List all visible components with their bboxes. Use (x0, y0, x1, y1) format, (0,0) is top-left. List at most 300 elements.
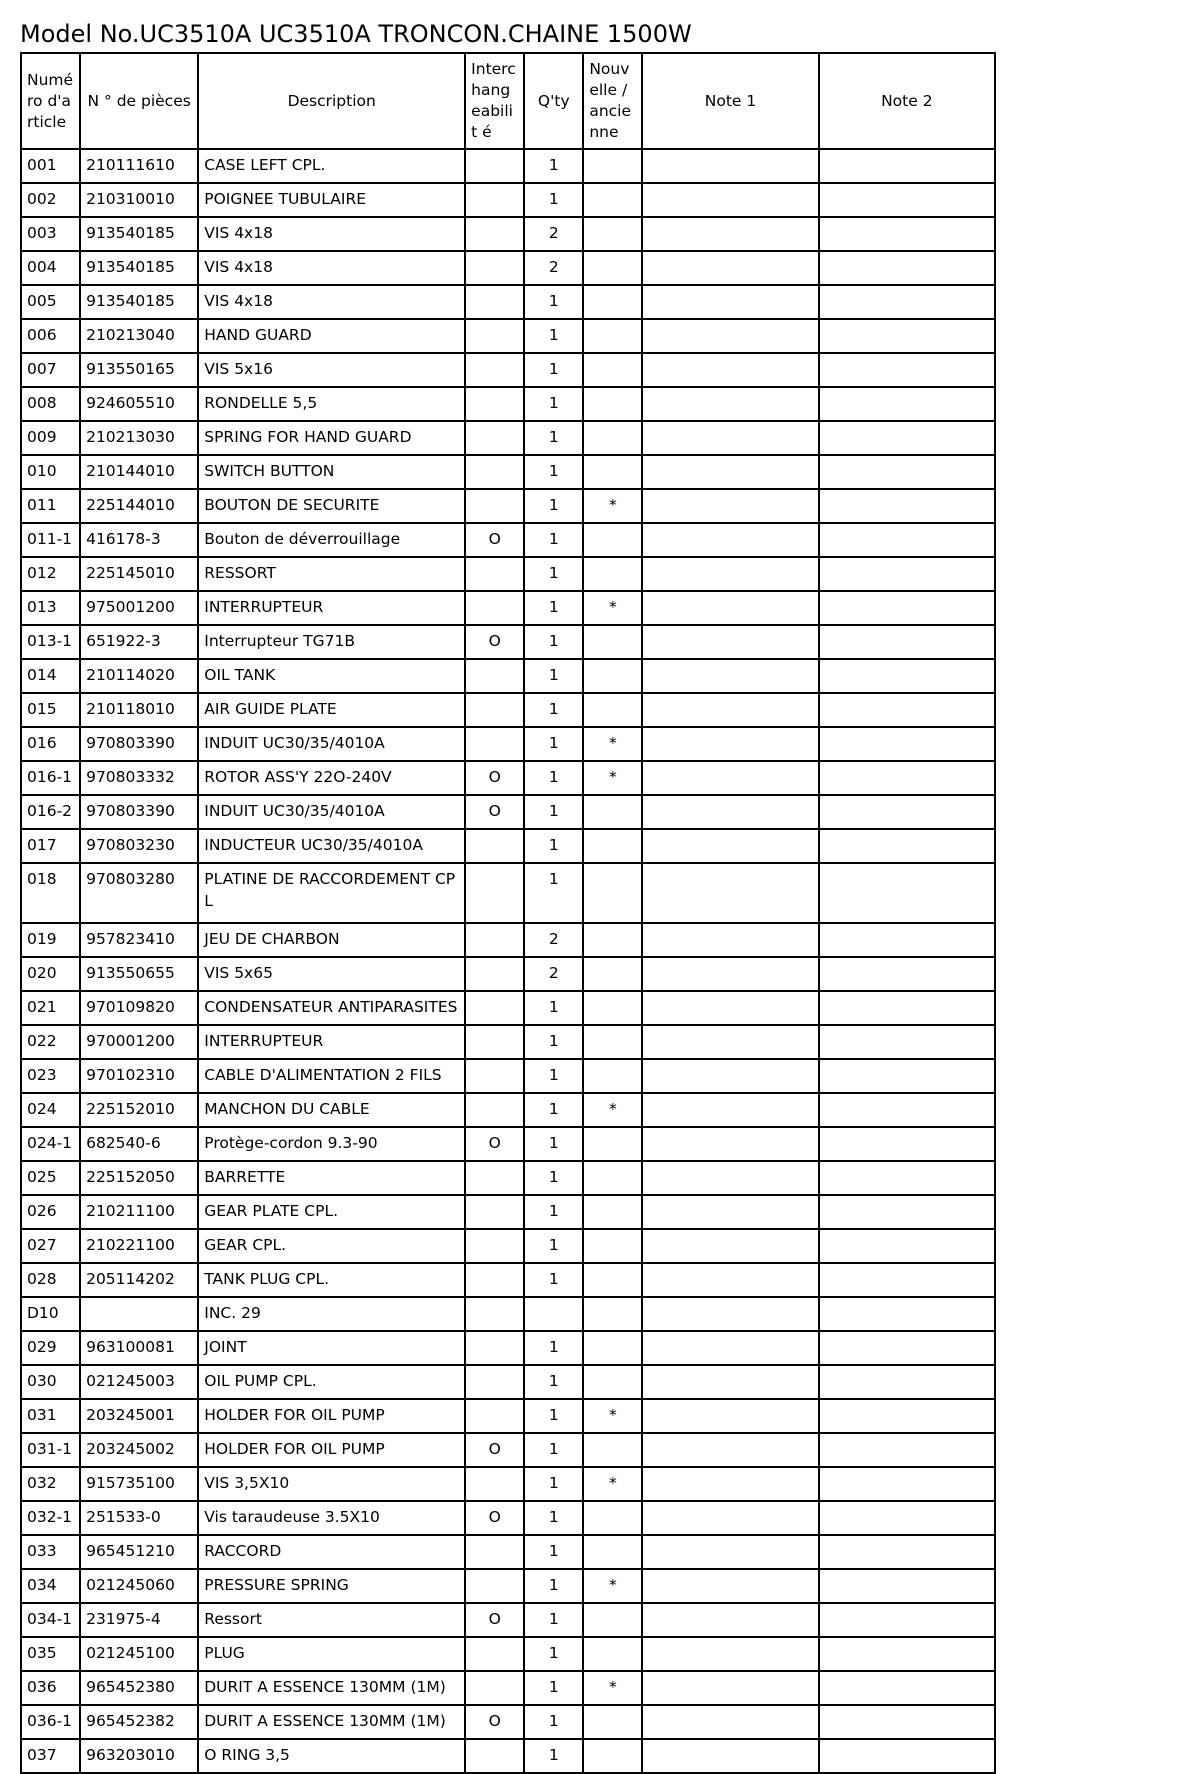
note-2-cell (819, 1569, 995, 1603)
item-number-cell: 004 (21, 251, 80, 285)
new-old-cell (583, 183, 642, 217)
description-cell: HOLDER FOR OIL PUMP (198, 1399, 465, 1433)
new-old-cell (583, 1365, 642, 1399)
description-cell: VIS 5x16 (198, 353, 465, 387)
note-2-cell (819, 1637, 995, 1671)
part-number-cell: 970803280 (80, 863, 198, 923)
item-number-cell: 018 (21, 863, 80, 923)
quantity-cell: 1 (524, 1263, 583, 1297)
table-row (21, 1637, 995, 1671)
quantity-cell: 1 (524, 1603, 583, 1637)
table-row (21, 829, 995, 863)
new-old-cell (583, 1297, 642, 1331)
quantity-cell: 1 (524, 625, 583, 659)
item-number-cell: 011-1 (21, 523, 80, 557)
new-old-cell (583, 1059, 642, 1093)
description-cell: MANCHON DU CABLE (198, 1093, 465, 1127)
table-row (21, 625, 995, 659)
note-1-cell (642, 1535, 818, 1569)
quantity-cell: 1 (524, 387, 583, 421)
part-number-cell: 225152050 (80, 1161, 198, 1195)
note-2-cell (819, 251, 995, 285)
note-2-cell (819, 1059, 995, 1093)
note-2-cell (819, 1433, 995, 1467)
description-cell: GEAR CPL. (198, 1229, 465, 1263)
interchangeability-cell: O (465, 1433, 524, 1467)
interchangeability-cell (465, 319, 524, 353)
interchangeability-cell (465, 1161, 524, 1195)
item-number-cell: 031-1 (21, 1433, 80, 1467)
item-number-cell: 014 (21, 659, 80, 693)
note-1-cell (642, 1331, 818, 1365)
note-2-cell (819, 1297, 995, 1331)
note-1-cell (642, 829, 818, 863)
quantity-cell: 1 (524, 1093, 583, 1127)
interchangeability-cell: O (465, 1127, 524, 1161)
table-row (21, 251, 995, 285)
note-1-cell (642, 1569, 818, 1603)
table-row (21, 1229, 995, 1263)
quantity-cell: 1 (524, 829, 583, 863)
note-1-cell (642, 1467, 818, 1501)
new-old-cell (583, 923, 642, 957)
note-1-cell (642, 1195, 818, 1229)
part-number-cell: 970803390 (80, 795, 198, 829)
table-row (21, 1739, 995, 1773)
description-cell: POIGNEE TUBULAIRE (198, 183, 465, 217)
item-number-cell: 009 (21, 421, 80, 455)
table-row (21, 183, 995, 217)
item-number-cell: 016-1 (21, 761, 80, 795)
note-1-cell (642, 923, 818, 957)
table-row (21, 217, 995, 251)
part-number-cell: 210144010 (80, 455, 198, 489)
description-cell: SWITCH BUTTON (198, 455, 465, 489)
description-cell: DURIT A ESSENCE 130MM (1M) (198, 1671, 465, 1705)
new-old-cell (583, 1739, 642, 1773)
note-2-cell (819, 1705, 995, 1739)
description-cell: RESSORT (198, 557, 465, 591)
new-old-cell (583, 659, 642, 693)
note-1-cell (642, 421, 818, 455)
part-number-cell: 203245001 (80, 1399, 198, 1433)
table-row (21, 421, 995, 455)
new-old-cell: * (583, 1569, 642, 1603)
quantity-cell: 1 (524, 1127, 583, 1161)
new-old-cell (583, 863, 642, 923)
part-number-cell: 416178-3 (80, 523, 198, 557)
part-number-cell: 970001200 (80, 1025, 198, 1059)
description-cell: OIL PUMP CPL. (198, 1365, 465, 1399)
quantity-cell: 1 (524, 1433, 583, 1467)
part-number-cell: 975001200 (80, 591, 198, 625)
new-old-cell: * (583, 1671, 642, 1705)
interchangeability-cell (465, 1195, 524, 1229)
item-number-cell: 028 (21, 1263, 80, 1297)
header-item-number: Numé ro d'a rticle (21, 53, 80, 149)
note-1-cell (642, 1161, 818, 1195)
description-cell: RACCORD (198, 1535, 465, 1569)
new-old-cell: * (583, 489, 642, 523)
quantity-cell: 1 (524, 761, 583, 795)
note-2-cell (819, 795, 995, 829)
note-1-cell (642, 1671, 818, 1705)
note-1-cell (642, 727, 818, 761)
quantity-cell: 1 (524, 1365, 583, 1399)
note-2-cell (819, 183, 995, 217)
item-number-cell: 007 (21, 353, 80, 387)
quantity-cell: 1 (524, 455, 583, 489)
interchangeability-cell (465, 353, 524, 387)
note-2-cell (819, 557, 995, 591)
quantity-cell: 1 (524, 795, 583, 829)
item-number-cell: 017 (21, 829, 80, 863)
interchangeability-cell (465, 557, 524, 591)
quantity-cell: 1 (524, 1501, 583, 1535)
part-number-cell: 957823410 (80, 923, 198, 957)
description-cell: JEU DE CHARBON (198, 923, 465, 957)
note-2-cell (819, 1161, 995, 1195)
note-1-cell (642, 149, 818, 183)
description-cell: INTERRUPTEUR (198, 1025, 465, 1059)
new-old-cell (583, 1331, 642, 1365)
item-number-cell: 010 (21, 455, 80, 489)
part-number-cell: 210310010 (80, 183, 198, 217)
new-old-cell (583, 625, 642, 659)
interchangeability-cell (465, 1263, 524, 1297)
description-cell: HAND GUARD (198, 319, 465, 353)
table-row (21, 1705, 995, 1739)
note-2-cell (819, 1501, 995, 1535)
item-number-cell: 026 (21, 1195, 80, 1229)
new-old-cell: * (583, 1467, 642, 1501)
quantity-cell: 1 (524, 727, 583, 761)
part-number-cell: 225152010 (80, 1093, 198, 1127)
page-title: Model No.UC3510A UC3510A TRONCON.CHAINE 1500W (20, 20, 692, 48)
new-old-cell (583, 387, 642, 421)
interchangeability-cell: O (465, 761, 524, 795)
description-cell: BARRETTE (198, 1161, 465, 1195)
note-2-cell (819, 489, 995, 523)
table-row (21, 957, 995, 991)
part-number-cell: 021245060 (80, 1569, 198, 1603)
new-old-cell (583, 1229, 642, 1263)
item-number-cell: 025 (21, 1161, 80, 1195)
quantity-cell: 2 (524, 251, 583, 285)
interchangeability-cell (465, 1025, 524, 1059)
table-row (21, 1297, 995, 1331)
table-row (21, 387, 995, 421)
item-number-cell: 036-1 (21, 1705, 80, 1739)
item-number-cell: 019 (21, 923, 80, 957)
table-row (21, 353, 995, 387)
new-old-cell: * (583, 1093, 642, 1127)
part-number-cell: 970109820 (80, 991, 198, 1025)
part-number-cell: 225145010 (80, 557, 198, 591)
item-number-cell: 032-1 (21, 1501, 80, 1535)
interchangeability-cell (465, 727, 524, 761)
note-1-cell (642, 183, 818, 217)
interchangeability-cell: O (465, 625, 524, 659)
note-2-cell (819, 1127, 995, 1161)
new-old-cell (583, 455, 642, 489)
description-cell: TANK PLUG CPL. (198, 1263, 465, 1297)
table-row (21, 1365, 995, 1399)
item-number-cell: 015 (21, 693, 80, 727)
new-old-cell (583, 285, 642, 319)
table-row (21, 1467, 995, 1501)
table-row (21, 991, 995, 1025)
quantity-cell: 1 (524, 1739, 583, 1773)
description-cell: HOLDER FOR OIL PUMP (198, 1433, 465, 1467)
item-number-cell: 011 (21, 489, 80, 523)
part-number-cell: 963203010 (80, 1739, 198, 1773)
new-old-cell (583, 353, 642, 387)
part-number-cell: 913550165 (80, 353, 198, 387)
interchangeability-cell (465, 1535, 524, 1569)
quantity-cell: 1 (524, 1161, 583, 1195)
item-number-cell: 032 (21, 1467, 80, 1501)
interchangeability-cell (465, 591, 524, 625)
item-number-cell: 001 (21, 149, 80, 183)
table-row (21, 1433, 995, 1467)
note-1-cell (642, 863, 818, 923)
item-number-cell: 030 (21, 1365, 80, 1399)
note-2-cell (819, 863, 995, 923)
interchangeability-cell (465, 659, 524, 693)
note-2-cell (819, 1365, 995, 1399)
description-cell: INTERRUPTEUR (198, 591, 465, 625)
description-cell: Bouton de déverrouillage (198, 523, 465, 557)
item-number-cell: 020 (21, 957, 80, 991)
description-cell: DURIT A ESSENCE 130MM (1M) (198, 1705, 465, 1739)
description-cell: Protège-cordon 9.3-90 (198, 1127, 465, 1161)
new-old-cell (583, 319, 642, 353)
item-number-cell: 034-1 (21, 1603, 80, 1637)
note-1-cell (642, 991, 818, 1025)
note-1-cell (642, 1705, 818, 1739)
part-number-cell: 210213030 (80, 421, 198, 455)
quantity-cell: 1 (524, 489, 583, 523)
note-2-cell (819, 1603, 995, 1637)
new-old-cell (583, 523, 642, 557)
note-2-cell (819, 319, 995, 353)
quantity-cell: 1 (524, 1671, 583, 1705)
interchangeability-cell (465, 489, 524, 523)
note-1-cell (642, 217, 818, 251)
new-old-cell: * (583, 727, 642, 761)
new-old-cell (583, 1025, 642, 1059)
new-old-cell (583, 1161, 642, 1195)
note-2-cell (819, 1739, 995, 1773)
quantity-cell: 2 (524, 957, 583, 991)
note-1-cell (642, 625, 818, 659)
note-1-cell (642, 251, 818, 285)
new-old-cell (583, 957, 642, 991)
description-cell: VIS 3,5X10 (198, 1467, 465, 1501)
interchangeability-cell (465, 285, 524, 319)
part-number-cell: 021245003 (80, 1365, 198, 1399)
note-1-cell (642, 1093, 818, 1127)
new-old-cell (583, 1603, 642, 1637)
quantity-cell: 1 (524, 591, 583, 625)
interchangeability-cell (465, 829, 524, 863)
interchangeability-cell (465, 217, 524, 251)
table-row (21, 1195, 995, 1229)
new-old-cell (583, 1263, 642, 1297)
note-1-cell (642, 455, 818, 489)
note-2-cell (819, 957, 995, 991)
table-row (21, 795, 995, 829)
note-2-cell (819, 829, 995, 863)
quantity-cell: 1 (524, 1705, 583, 1739)
part-number-cell: 210211100 (80, 1195, 198, 1229)
description-cell: INC. 29 (198, 1297, 465, 1331)
note-2-cell (819, 285, 995, 319)
quantity-cell: 1 (524, 1637, 583, 1671)
note-1-cell (642, 1297, 818, 1331)
note-2-cell (819, 659, 995, 693)
new-old-cell: * (583, 761, 642, 795)
item-number-cell: 016 (21, 727, 80, 761)
table-row (21, 1569, 995, 1603)
note-1-cell (642, 591, 818, 625)
part-number-cell: 913540185 (80, 251, 198, 285)
parts-table (20, 52, 996, 1774)
table-row (21, 1535, 995, 1569)
item-number-cell: 012 (21, 557, 80, 591)
table-row (21, 659, 995, 693)
table-row (21, 319, 995, 353)
description-cell: RONDELLE 5,5 (198, 387, 465, 421)
header-note-1: Note 1 (642, 53, 818, 149)
note-1-cell (642, 1637, 818, 1671)
note-1-cell (642, 1229, 818, 1263)
item-number-cell: 002 (21, 183, 80, 217)
table-row (21, 1501, 995, 1535)
note-1-cell (642, 957, 818, 991)
part-number-cell: 970803230 (80, 829, 198, 863)
description-cell: CASE LEFT CPL. (198, 149, 465, 183)
note-2-cell (819, 1093, 995, 1127)
new-old-cell: * (583, 1399, 642, 1433)
item-number-cell: 023 (21, 1059, 80, 1093)
interchangeability-cell (465, 1331, 524, 1365)
note-2-cell (819, 1195, 995, 1229)
header-part-number: N ° de pièces (80, 53, 198, 149)
interchangeability-cell (465, 1467, 524, 1501)
part-number-cell: 913550655 (80, 957, 198, 991)
table-row (21, 1671, 995, 1705)
note-2-cell (819, 1025, 995, 1059)
description-cell: PRESSURE SPRING (198, 1569, 465, 1603)
table-row (21, 693, 995, 727)
note-1-cell (642, 1059, 818, 1093)
description-cell: ROTOR ASS'Y 22O-240V (198, 761, 465, 795)
new-old-cell (583, 829, 642, 863)
quantity-cell: 1 (524, 353, 583, 387)
note-2-cell (819, 1467, 995, 1501)
note-2-cell (819, 217, 995, 251)
note-1-cell (642, 1603, 818, 1637)
quantity-cell: 1 (524, 693, 583, 727)
note-2-cell (819, 421, 995, 455)
note-2-cell (819, 455, 995, 489)
table-row (21, 761, 995, 795)
quantity-cell: 1 (524, 557, 583, 591)
part-number-cell: 210118010 (80, 693, 198, 727)
part-number-cell: 924605510 (80, 387, 198, 421)
note-2-cell (819, 1331, 995, 1365)
new-old-cell (583, 1195, 642, 1229)
item-number-cell: 035 (21, 1637, 80, 1671)
interchangeability-cell (465, 455, 524, 489)
quantity-cell: 1 (524, 1331, 583, 1365)
note-2-cell (819, 761, 995, 795)
description-cell: Vis taraudeuse 3.5X10 (198, 1501, 465, 1535)
interchangeability-cell (465, 1297, 524, 1331)
note-1-cell (642, 285, 818, 319)
table-row (21, 923, 995, 957)
note-2-cell (819, 387, 995, 421)
part-number-cell: 965452382 (80, 1705, 198, 1739)
note-1-cell (642, 1025, 818, 1059)
new-old-cell (583, 1637, 642, 1671)
part-number-cell: 210111610 (80, 149, 198, 183)
interchangeability-cell (465, 1569, 524, 1603)
note-1-cell (642, 1263, 818, 1297)
description-cell: CABLE D'ALIMENTATION 2 FILS (198, 1059, 465, 1093)
item-number-cell: D10 (21, 1297, 80, 1331)
part-number-cell: 965452380 (80, 1671, 198, 1705)
item-number-cell: 022 (21, 1025, 80, 1059)
table-row (21, 285, 995, 319)
description-cell: INDUCTEUR UC30/35/4010A (198, 829, 465, 863)
new-old-cell (583, 557, 642, 591)
part-number-cell: 203245002 (80, 1433, 198, 1467)
interchangeability-cell (465, 1059, 524, 1093)
table-row (21, 591, 995, 625)
table-row (21, 1603, 995, 1637)
note-2-cell (819, 923, 995, 957)
new-old-cell: * (583, 591, 642, 625)
note-2-cell (819, 149, 995, 183)
table-row (21, 1093, 995, 1127)
quantity-cell: 1 (524, 183, 583, 217)
interchangeability-cell: O (465, 1501, 524, 1535)
note-1-cell (642, 557, 818, 591)
description-cell: VIS 4x18 (198, 251, 465, 285)
note-1-cell (642, 1501, 818, 1535)
new-old-cell (583, 421, 642, 455)
quantity-cell: 1 (524, 1535, 583, 1569)
description-cell: O RING 3,5 (198, 1739, 465, 1773)
item-number-cell: 031 (21, 1399, 80, 1433)
header-interchangeability: Interc hang eabilit é (465, 53, 524, 149)
quantity-cell: 1 (524, 1059, 583, 1093)
note-2-cell (819, 727, 995, 761)
quantity-cell: 1 (524, 421, 583, 455)
note-1-cell (642, 693, 818, 727)
interchangeability-cell (465, 923, 524, 957)
note-2-cell (819, 591, 995, 625)
part-number-cell: 251533-0 (80, 1501, 198, 1535)
item-number-cell: 006 (21, 319, 80, 353)
interchangeability-cell (465, 1739, 524, 1773)
note-1-cell (642, 795, 818, 829)
item-number-cell: 003 (21, 217, 80, 251)
interchangeability-cell (465, 1093, 524, 1127)
